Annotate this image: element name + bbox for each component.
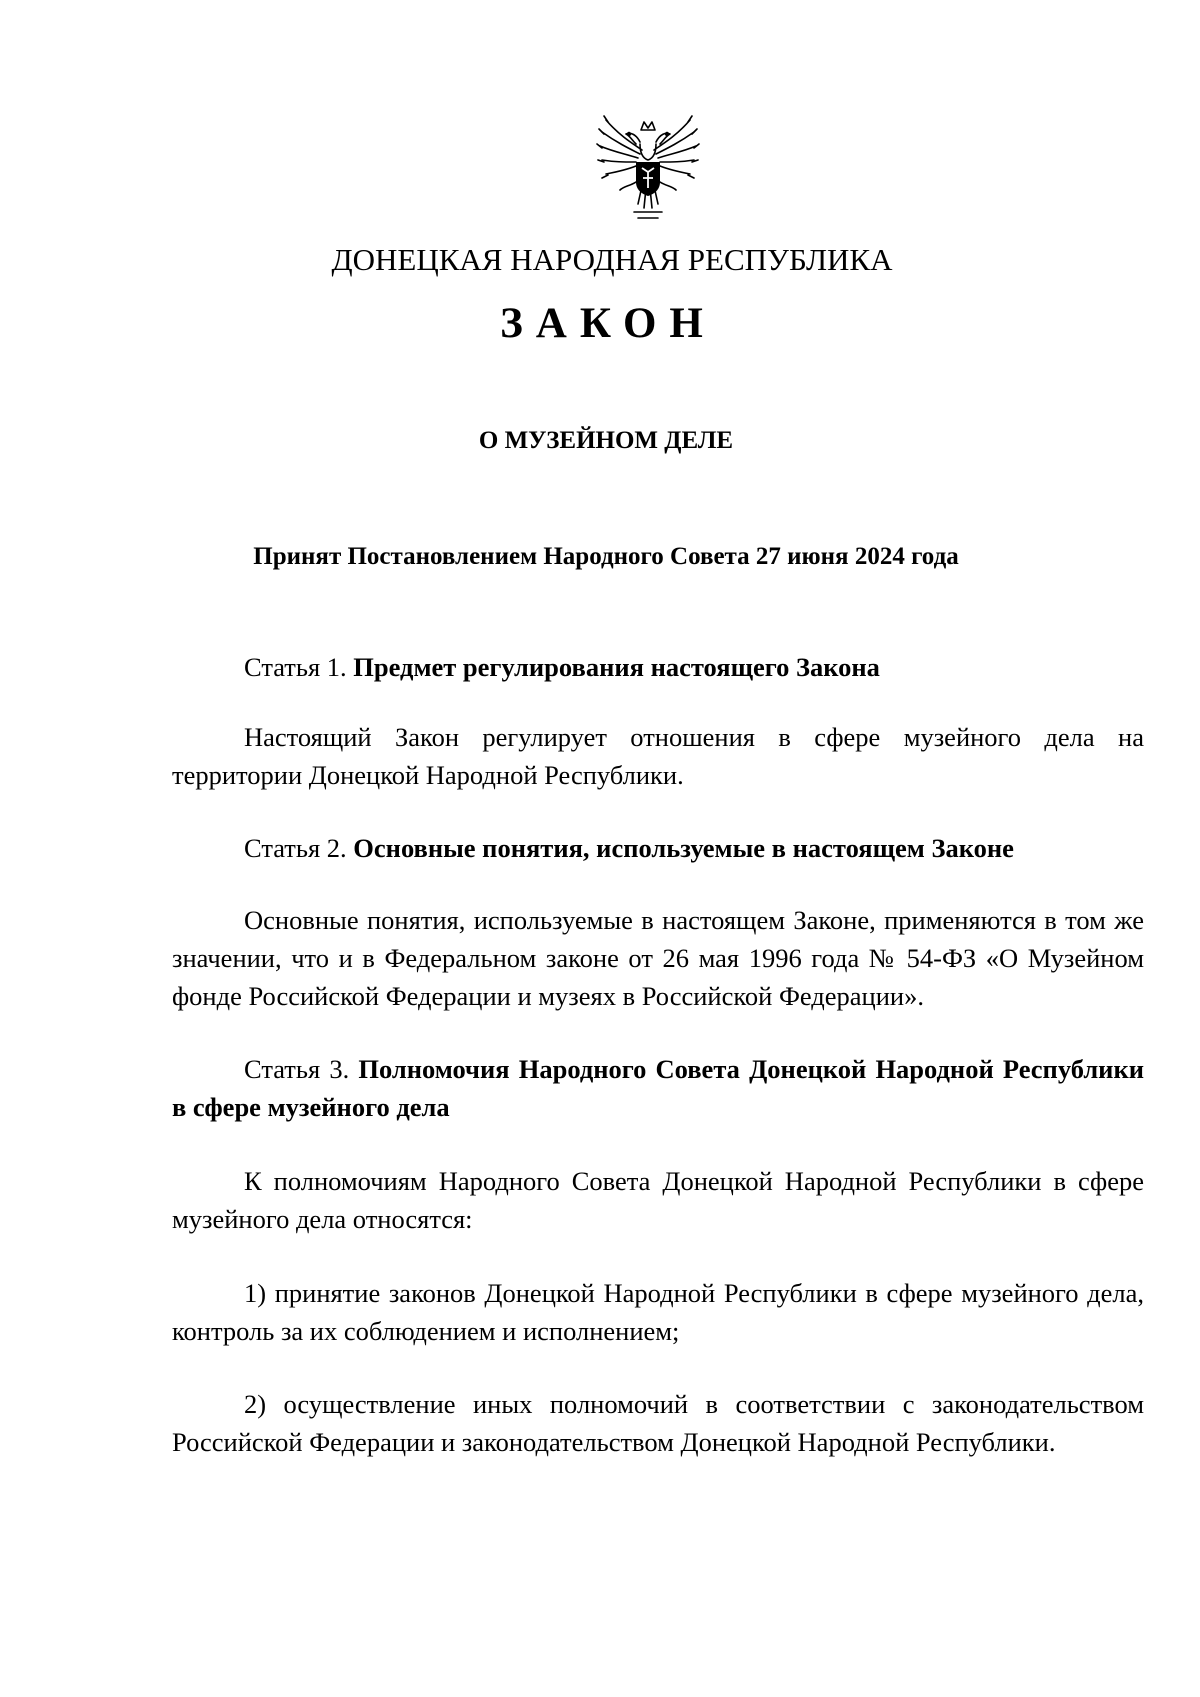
article-2-text: Основные понятия, используемые в настоящем Законе, применяются в том же значении, что и в Федеральном законе от 26 мая 1996 года № 54-ФЗ «О Музейном фонде Российской Федерации и музеях в Российской Федерации».: [172, 905, 1144, 1011]
article-1-prefix: Статья 1.: [244, 652, 347, 682]
article-1-body: [172, 718, 1144, 794]
article-1-title: Предмет регулирования настоящего Закона: [353, 652, 880, 682]
article-3-item-1: [172, 1274, 1144, 1350]
article-2-prefix: Статья 2.: [244, 833, 347, 863]
article-1-text: Настоящий Закон регулирует отношения в сфере музейного дела на территории Донецкой Народной Республики.: [172, 722, 1144, 790]
article-2-body: [172, 901, 1144, 1015]
document-type: ЗАКОН: [500, 300, 716, 347]
article-2-title: Основные понятия, используемые в настоящем Законе: [353, 833, 1014, 863]
article-1-heading: [172, 648, 1144, 686]
adoption-note: Принят Постановлением Народного Совета 27 июня 2024 года: [253, 543, 959, 570]
article-2-heading: [172, 829, 1144, 867]
article-3-title: Полномочия Народного Совета Донецкой Народной Республики в сфере музейного дела: [172, 1054, 1144, 1122]
article-3-item-2: [172, 1385, 1144, 1461]
republic-name: ДОНЕЦКАЯ НАРОДНАЯ РЕСПУБЛИКА: [331, 242, 893, 277]
coat-of-arms-icon: [596, 112, 700, 224]
document-title: О МУЗЕЙНОМ ДЕЛЕ: [478, 427, 734, 454]
article-3-text: К полномочиям Народного Совета Донецкой Народной Республики в сфере музейного дела относятся:: [172, 1166, 1144, 1234]
article-3-heading: [172, 1050, 1144, 1126]
list-item: 2) осуществление иных полномочий в соответствии с законодательством Российской Федерации и законодательством Донецкой Народной Республики.: [172, 1389, 1144, 1457]
article-3-body: [172, 1162, 1144, 1238]
article-3-prefix: Статья 3.: [244, 1054, 350, 1084]
list-item: 1) принятие законов Донецкой Народной Республики в сфере музейного дела, контроль за их соблюдением и исполнением;: [172, 1278, 1144, 1346]
